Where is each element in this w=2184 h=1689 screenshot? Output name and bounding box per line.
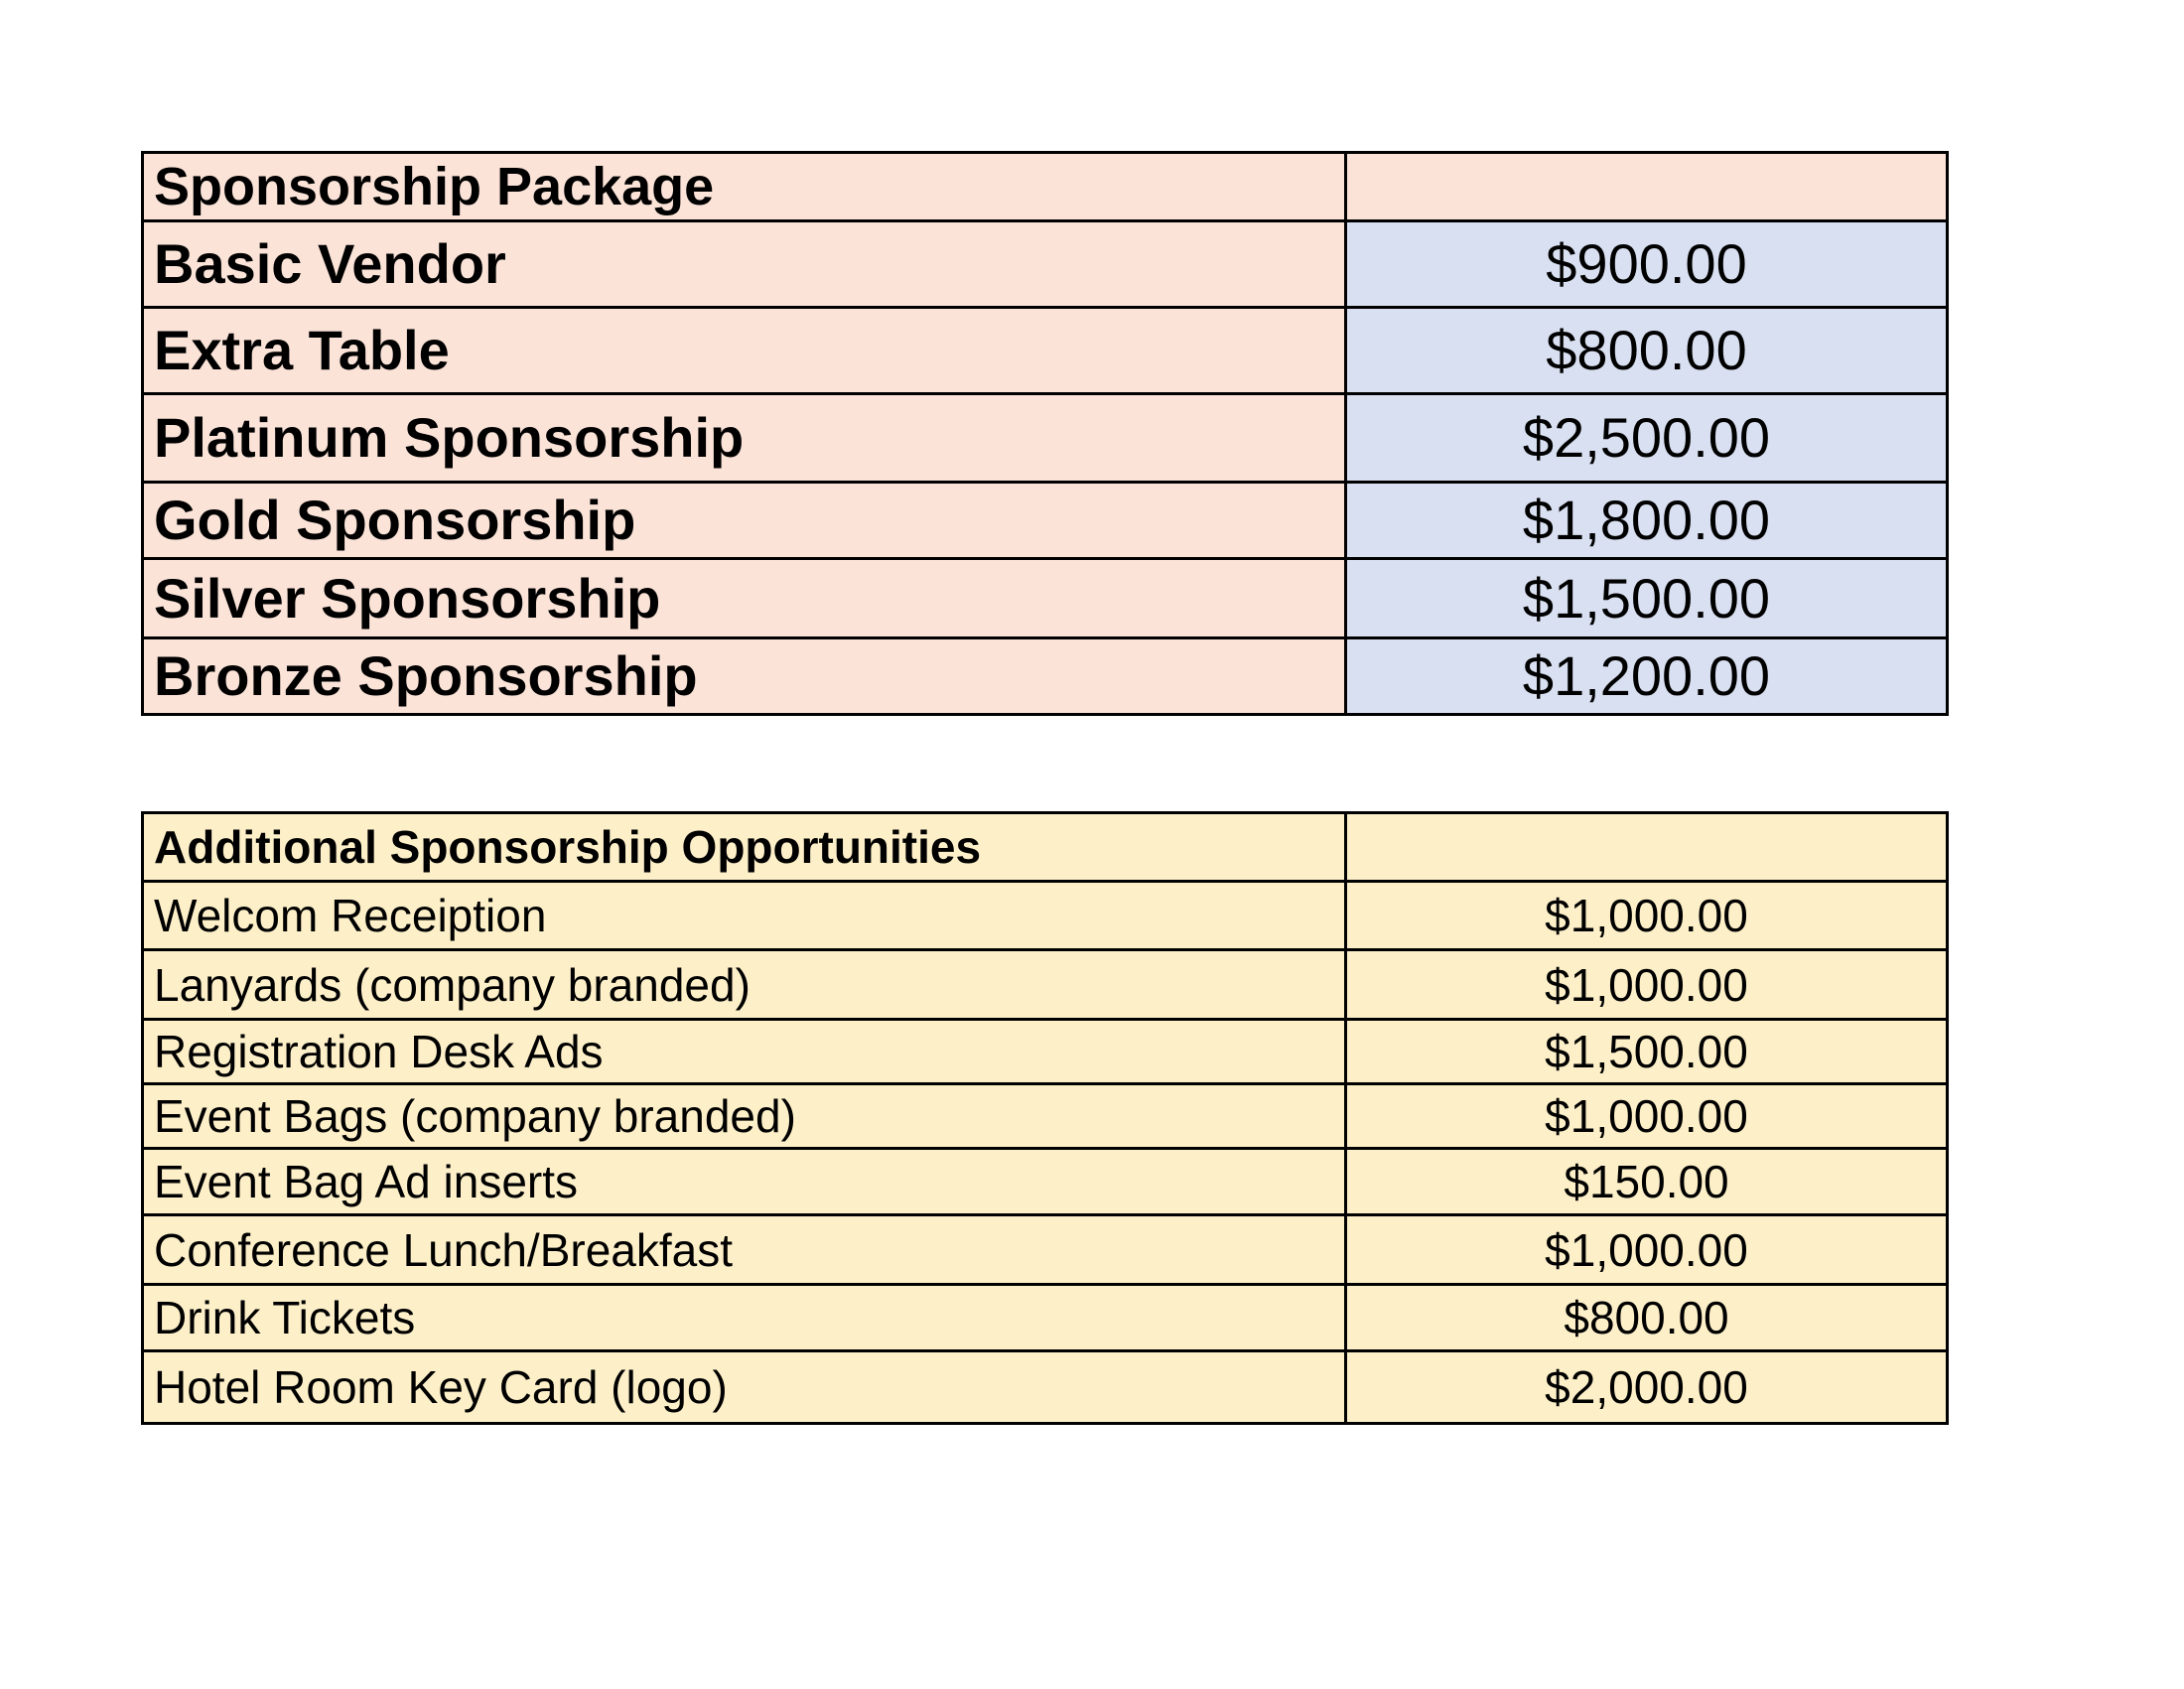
table-row (143, 221, 1948, 308)
package-name-cell: Gold Sponsorship (143, 483, 1346, 559)
opportunity-price-cell: $1,000.00 (1346, 950, 1948, 1020)
table-row (143, 1020, 1948, 1084)
opportunity-price-cell: $1,000.00 (1346, 1215, 1948, 1285)
header-empty-cell (1346, 153, 1948, 221)
table-row (143, 394, 1948, 483)
table-row (143, 950, 1948, 1020)
package-price-cell: $900.00 (1346, 221, 1948, 308)
sponsorship-package-table (141, 151, 1949, 716)
package-name-cell: Basic Vendor (143, 221, 1346, 308)
additional-opportunities-table (141, 811, 1949, 1425)
table-header-row (143, 153, 1948, 221)
opportunity-name-cell: Lanyards (company branded) (143, 950, 1346, 1020)
table-row (143, 1149, 1948, 1215)
table-row (143, 1351, 1948, 1424)
package-price-cell: $2,500.00 (1346, 394, 1948, 483)
opportunity-name-cell: Event Bags (company branded) (143, 1084, 1346, 1149)
opportunity-name-cell: Drink Tickets (143, 1285, 1346, 1351)
header-empty-cell (1346, 813, 1948, 882)
table-row (143, 483, 1948, 559)
opportunity-name-cell: Hotel Room Key Card (logo) (143, 1351, 1346, 1424)
opportunity-name-cell: Conference Lunch/Breakfast (143, 1215, 1346, 1285)
opportunity-price-cell: $150.00 (1346, 1149, 1948, 1215)
package-price-cell: $1,800.00 (1346, 483, 1948, 559)
package-name-cell: Bronze Sponsorship (143, 638, 1346, 715)
table-row (143, 559, 1948, 638)
package-name-cell: Extra Table (143, 308, 1346, 394)
header-cell: Sponsorship Package (143, 153, 1346, 221)
table-row (143, 882, 1948, 950)
table-row (143, 308, 1948, 394)
package-price-cell: $800.00 (1346, 308, 1948, 394)
header-cell: Additional Sponsorship Opportunities (143, 813, 1346, 882)
package-name-cell: Silver Sponsorship (143, 559, 1346, 638)
opportunity-price-cell: $1,000.00 (1346, 1084, 1948, 1149)
opportunity-price-cell: $1,000.00 (1346, 882, 1948, 950)
table-row (143, 1084, 1948, 1149)
opportunity-price-cell: $1,500.00 (1346, 1020, 1948, 1084)
opportunity-name-cell: Welcom Receiption (143, 882, 1346, 950)
package-price-cell: $1,200.00 (1346, 638, 1948, 715)
table-row (143, 638, 1948, 715)
opportunity-price-cell: $2,000.00 (1346, 1351, 1948, 1424)
table-row (143, 1215, 1948, 1285)
opportunity-name-cell: Registration Desk Ads (143, 1020, 1346, 1084)
package-price-cell: $1,500.00 (1346, 559, 1948, 638)
table-header-row (143, 813, 1948, 882)
package-name-cell: Platinum Sponsorship (143, 394, 1346, 483)
opportunity-name-cell: Event Bag Ad inserts (143, 1149, 1346, 1215)
table-row (143, 1285, 1948, 1351)
opportunity-price-cell: $800.00 (1346, 1285, 1948, 1351)
